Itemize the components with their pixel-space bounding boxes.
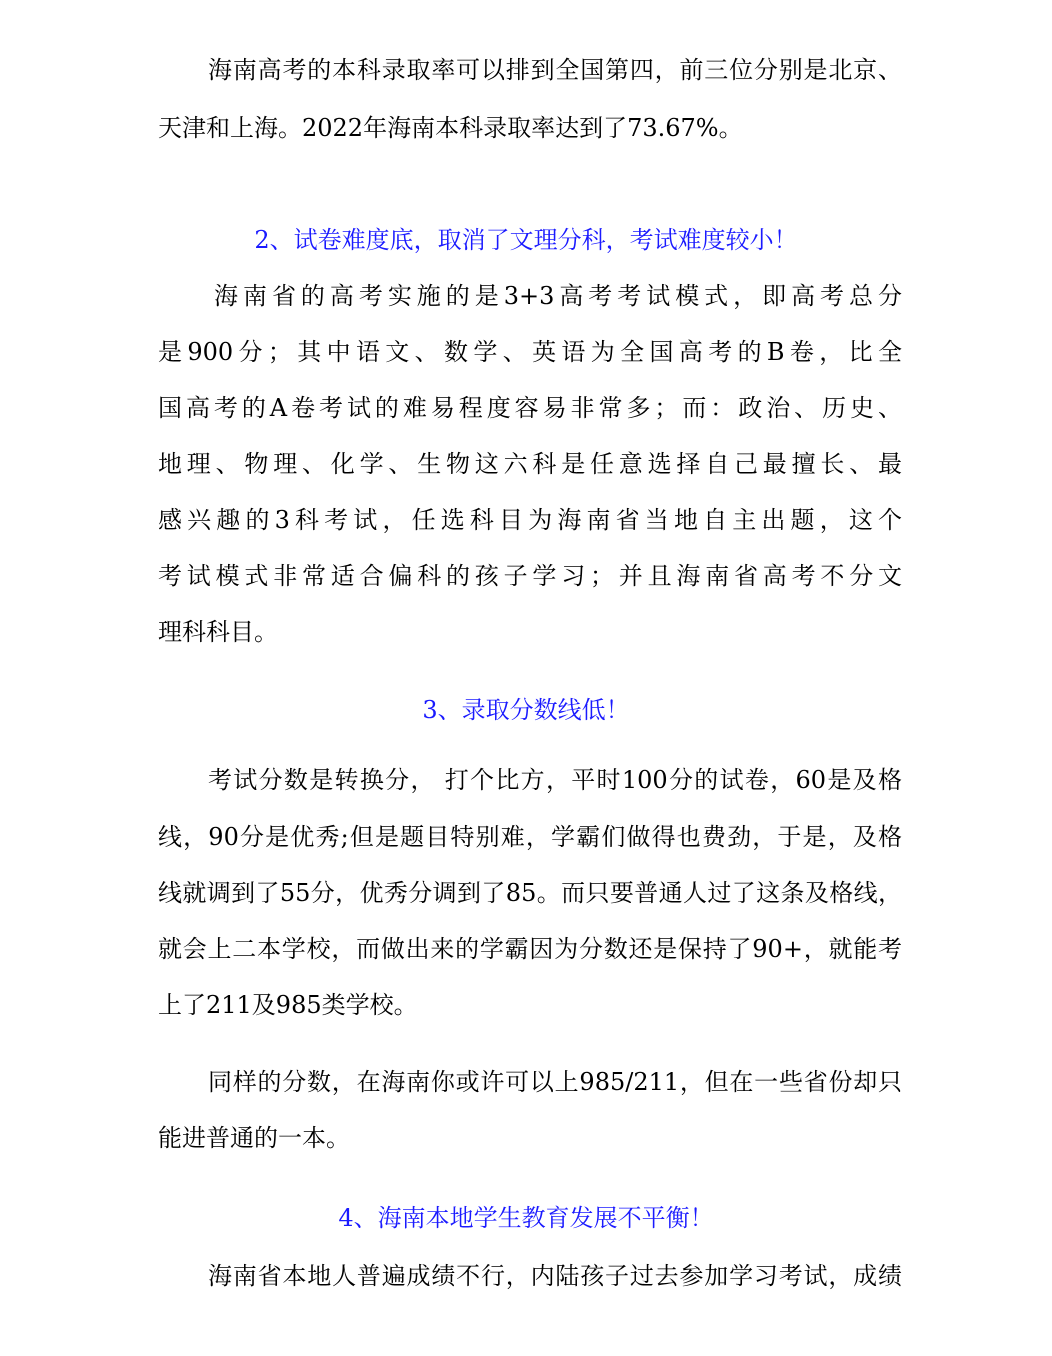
paragraph-line: 感兴趣的3科考试，任选科目为海南省当地自主出题，这个 bbox=[158, 506, 902, 534]
paragraph-line: 能进普通的一本。 bbox=[158, 1124, 350, 1152]
section-heading: 3、录取分数线低！ bbox=[422, 696, 630, 724]
paragraph-line: 海南省本地人普遍成绩不行，内陆孩子过去参加学习考试，成绩 bbox=[208, 1262, 902, 1290]
paragraph-line: 上了211及985类学校。 bbox=[158, 991, 418, 1019]
paragraph-line: 线，90分是优秀;但是题目特别难，学霸们做得也费劲，于是，及格 bbox=[158, 823, 902, 851]
paragraph-line: 海南高考的本科录取率可以排到全国第四，前三位分别是北京、 bbox=[208, 56, 902, 84]
section-heading: 4、海南本地学生教育发展不平衡！ bbox=[338, 1204, 714, 1232]
paragraph-line: 就会上二本学校，而做出来的学霸因为分数还是保持了90+，就能考 bbox=[158, 935, 902, 963]
paragraph-line: 地理、物理、化学、生物这六科是任意选择自己最擅长、最 bbox=[158, 450, 902, 478]
section-heading: 2、试卷难度底，取消了文理分科，考试难度较小！ bbox=[254, 226, 798, 254]
paragraph-line: 天津和上海。2022年海南本科录取率达到了73.67%。 bbox=[158, 114, 743, 142]
paragraph-line: 海南省的高考实施的是3+3高考考试模式，即高考总分 bbox=[214, 282, 902, 310]
paragraph-line: 理科科目。 bbox=[158, 618, 278, 646]
paragraph-line: 是900分；其中语文、数学、英语为全国高考的B卷，比全 bbox=[158, 338, 902, 366]
paragraph-line: 国高考的A卷考试的难易程度容易非常多；而：政治、历史、 bbox=[158, 394, 902, 422]
paragraph-line: 考试模式非常适合偏科的孩子学习；并且海南省高考不分文 bbox=[158, 562, 902, 590]
paragraph-line: 线就调到了55分，优秀分调到了85。而只要普通人过了这条及格线， bbox=[158, 879, 902, 907]
paragraph-line: 同样的分数，在海南你或许可以上985/211，但在一些省份却只 bbox=[208, 1068, 902, 1096]
paragraph-line: 考试分数是转换分， 打个比方，平时100分的试卷，60是及格 bbox=[208, 766, 902, 794]
